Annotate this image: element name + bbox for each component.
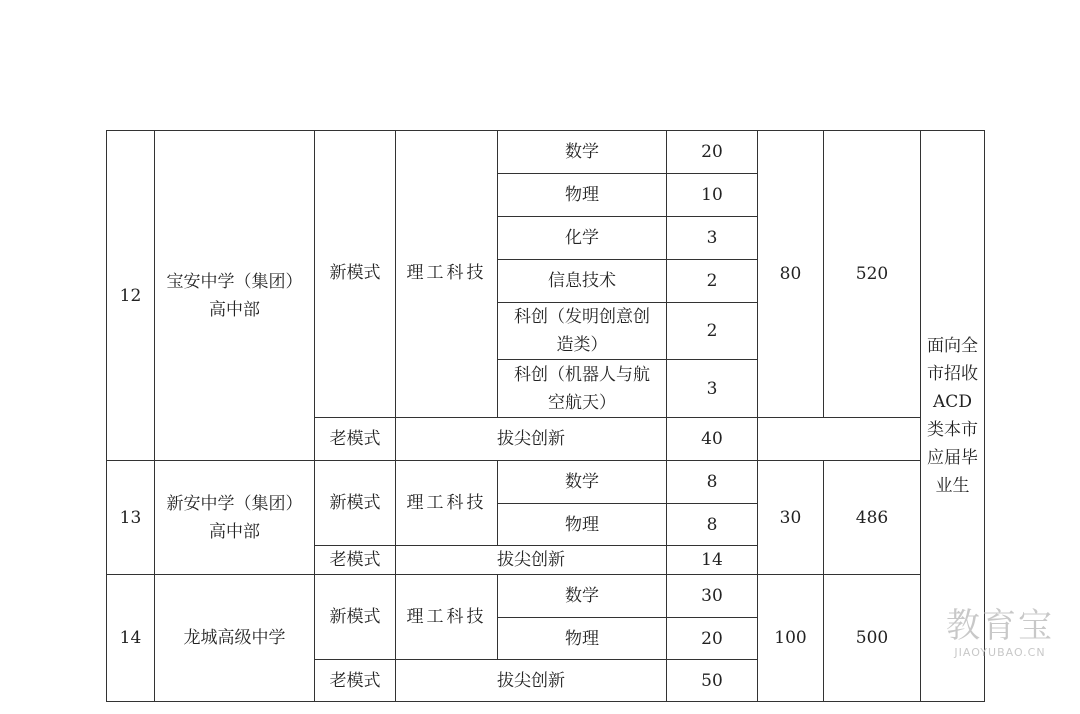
subject-name: 物理 (498, 618, 667, 660)
subject-quota: 20 (667, 618, 758, 660)
subject-name: 数学 (498, 131, 667, 174)
subject-quota: 8 (667, 461, 758, 504)
subject-quota: 20 (667, 131, 758, 174)
blank-cell (758, 418, 921, 461)
school-score: 500 (824, 575, 921, 702)
subject-quota: 3 (667, 360, 758, 418)
subject-name: 科创（发明创意创造类） (498, 303, 667, 360)
subject-name: 化学 (498, 217, 667, 260)
mode-new: 新模式 (315, 575, 396, 660)
old-track-name: 拔尖创新 (396, 660, 667, 702)
subject-name: 数学 (498, 575, 667, 618)
school-total: 100 (758, 575, 824, 702)
mode-new: 新模式 (315, 461, 396, 546)
enrollment-note: 面向全市招收ACD类本市应届毕业生 (921, 131, 985, 702)
school-name: 新安中学（集团）高中部 (155, 461, 315, 575)
track-name: 理工科技 (396, 461, 498, 546)
school-number: 14 (107, 575, 155, 702)
subject-name: 物理 (498, 504, 667, 546)
subject-quota: 10 (667, 174, 758, 217)
subject-quota: 2 (667, 260, 758, 303)
table-row (107, 575, 985, 618)
school-score: 486 (824, 461, 921, 575)
mode-old: 老模式 (315, 546, 396, 575)
subject-quota: 3 (667, 217, 758, 260)
mode-new: 新模式 (315, 131, 396, 418)
watermark-url: JIAOYUBAO.CN (954, 646, 1046, 659)
school-score: 520 (824, 131, 921, 418)
watermark-text: 教育宝 (946, 606, 1054, 646)
watermark-logo (930, 606, 1070, 666)
subject-quota: 30 (667, 575, 758, 618)
old-quota: 40 (667, 418, 758, 461)
table-row (107, 461, 985, 504)
enrollment-table (106, 130, 985, 702)
school-number: 12 (107, 131, 155, 461)
subject-quota: 8 (667, 504, 758, 546)
subject-name: 信息技术 (498, 260, 667, 303)
subject-name: 物理 (498, 174, 667, 217)
track-name: 理工科技 (396, 575, 498, 660)
table-row (107, 131, 985, 174)
subject-name: 数学 (498, 461, 667, 504)
school-name: 宝安中学（集团）高中部 (155, 131, 315, 461)
school-number: 13 (107, 461, 155, 575)
mode-old: 老模式 (315, 660, 396, 702)
school-total: 80 (758, 131, 824, 418)
subject-name: 科创（机器人与航空航天） (498, 360, 667, 418)
track-name: 理工科技 (396, 131, 498, 418)
school-name: 龙城高级中学 (155, 575, 315, 702)
school-total: 30 (758, 461, 824, 575)
subject-quota: 2 (667, 303, 758, 360)
old-track-name: 拔尖创新 (396, 546, 667, 575)
old-quota: 50 (667, 660, 758, 702)
old-track-name: 拔尖创新 (396, 418, 667, 461)
mode-old: 老模式 (315, 418, 396, 461)
old-quota: 14 (667, 546, 758, 575)
